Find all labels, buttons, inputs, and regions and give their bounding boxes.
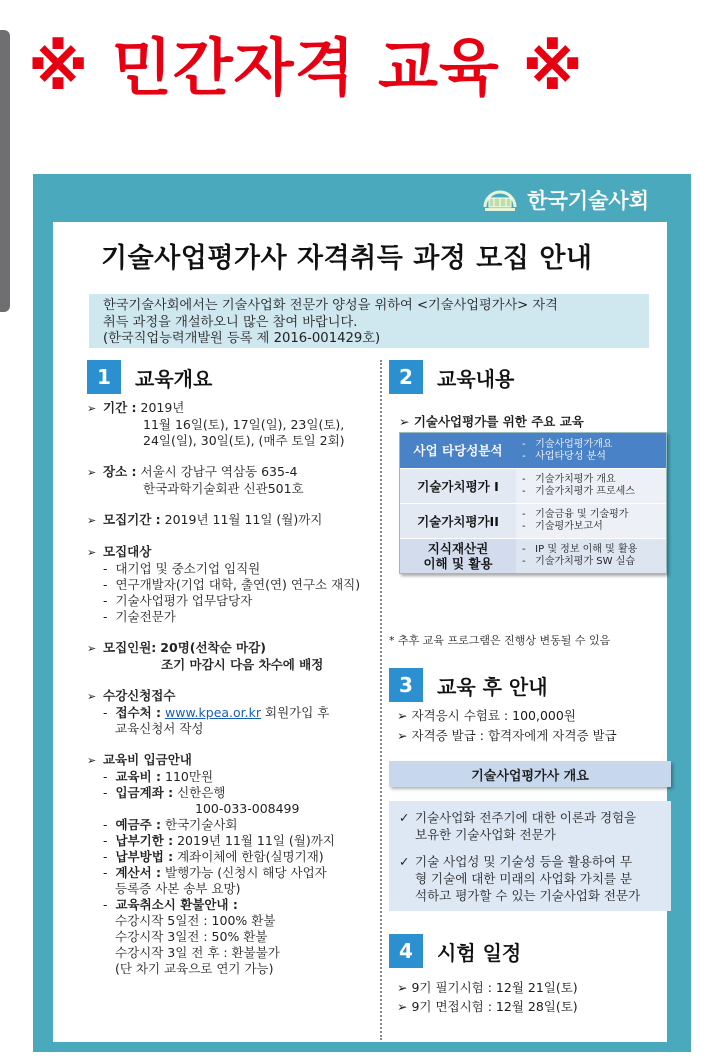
table-row: 지식재산권 이해 및 활용 - IP 및 정보 이해 및 활용 - 기술가치평가 SW 실습: [400, 538, 666, 573]
qualification-overview-title: 기술사업평가사 개요: [389, 761, 671, 787]
section-title: 시험 일정: [437, 940, 522, 965]
brand: [481, 182, 649, 218]
kpea-logo-icon: [481, 185, 519, 215]
section-title: 교육 후 안내: [437, 674, 548, 699]
kpea-website-link[interactable]: www.kpea.or.kr: [165, 705, 262, 720]
section-title: 교육개요: [135, 366, 213, 391]
curriculum-note: * 추후 교육 프로그램은 진행상 변동될 수 있음: [389, 634, 611, 647]
intro-box: [89, 294, 649, 348]
table-row: 기술가치평가II - 기술금융 및 기술평가 - 기술평가보고서: [400, 503, 666, 538]
arrow-bullet-icon: ➢: [87, 754, 97, 767]
table-row: 기술가치평가 I - 기술가치평가 개요 - 기술가치평가 프로세스: [400, 468, 666, 503]
section-2-header: [389, 360, 514, 394]
section-1-header: [87, 360, 212, 394]
qualification-overview-box: [389, 801, 671, 911]
section-number: 3: [389, 668, 423, 702]
period-item: ➢ 기간 : 2019년 11월 16일(토), 17일(일), 23일(토), 24일(일), 30일(토), (매주 토일 2회): [87, 400, 345, 448]
list-item: ✓ 기술사업화 전주기에 대한 이론과 경험을 보유한 기술사업화 전문가: [399, 810, 637, 842]
notice-poster: [33, 174, 691, 1052]
section-title: 교육내용: [437, 366, 515, 391]
section-number: 2: [389, 360, 423, 394]
fee-item: ➢ 교육비 입금안내 - 교육비 : 110만원 - 입금계좌 : 신한은행 100-033-008499 - 예금주 : 한국기술사회 - 납부기한 : 2019년 11월 11일 (월)까지 - 납부방법 : 계좌이체에 한함(실명기재) - 계산서 : 발행가능 (신청시 해당 사업자 등록증 사본 송부 요망) - 교육취소시 환불안내 : 수강시작 5일전 : 100% 환불 수강시작 3일전 : 50% 환불 수강시작 3일 전 후 : 환불불가 (단 차기 교육으로 연기 가능): [87, 752, 335, 976]
notice-sheet: [53, 222, 667, 1042]
section-4-header: [389, 934, 521, 968]
curriculum-table: [399, 432, 667, 574]
arrow-bullet-icon: ➢: [397, 980, 412, 995]
arrow-bullet-icon: ➢: [399, 414, 414, 429]
check-icon: ✓: [399, 810, 410, 825]
column-divider: [380, 360, 382, 1040]
page-headline: ※ 민간자격 교육 ※: [28, 31, 584, 104]
side-scroll-tab[interactable]: [0, 30, 10, 312]
section-number: 4: [389, 934, 423, 968]
brand-name: 한국기술사회: [527, 189, 649, 213]
after-info: ➢ 자격응시 수험료 : 100,000원 ➢ 자격증 발급 : 합격자에게 자격증 발급: [397, 708, 617, 743]
arrow-bullet-icon: ➢: [87, 690, 97, 703]
intro-line: 취득 과정을 개설하오니 많은 참여 바랍니다.: [103, 314, 358, 330]
arrow-bullet-icon: ➢: [397, 728, 412, 743]
intro-line: (한국직업능력개발원 등록 제 2016-001429호): [103, 331, 381, 346]
target-item: ➢ 모집대상 - 대기업 및 중소기업 임직원 - 연구개발자(기업 대학, 출연(연) 연구소 재직) - 기술사업평가 업무담당자 - 기술전문가: [87, 544, 361, 624]
exam-schedule: ➢ 9기 필기시험 : 12월 21일(토) ➢ 9기 면접시험 : 12월 28일(토): [397, 980, 578, 1014]
arrow-bullet-icon: ➢: [87, 402, 97, 415]
count-item: ➢ 모집인원: 20명(선착순 마감) 조기 마감시 다음 차수에 배정: [87, 640, 324, 672]
apply-item: ➢ 수강신청접수 - 접수처 : www.kpea.or.kr 회원가입 후 교육신청서 작성: [87, 688, 330, 736]
section-3-header: [389, 668, 548, 702]
document-title: 기술사업평가사 자격취득 과정 모집 안내: [101, 243, 593, 274]
place-item: ➢ 장소 : 서울시 강남구 역삼동 635-4 한국과학기술회관 신관501호: [87, 464, 304, 496]
arrow-bullet-icon: ➢: [87, 546, 97, 559]
arrow-bullet-icon: ➢: [87, 514, 97, 527]
section-number: 1: [87, 360, 121, 394]
curriculum-subtitle: ➢ 기술사업평가를 위한 주요 교육: [399, 414, 584, 429]
arrow-bullet-icon: ➢: [397, 999, 412, 1014]
intro-line: 한국기술사회에서는 기술사업화 전문가 양성을 위하여 <기술사업평가사> 자격: [103, 298, 558, 313]
arrow-bullet-icon: ➢: [397, 708, 412, 723]
recruit-period-item: ➢ 모집기간 : 2019년 11월 11일 (월)까지: [87, 512, 323, 527]
list-item: ✓ 기술 사업성 및 기술성 등을 활용하여 무 형 기술에 대한 미래의 사업화 가치를 분 석하고 평가할 수 있는 기술사업화 전문가: [399, 854, 641, 903]
table-row: 사업 타당성분석 - 기술사업평가개요 - 사업타당성 분석: [400, 433, 666, 468]
arrow-bullet-icon: ➢: [87, 466, 97, 479]
arrow-bullet-icon: ➢: [87, 642, 97, 655]
check-icon: ✓: [399, 854, 410, 869]
overview-list: [87, 400, 379, 992]
